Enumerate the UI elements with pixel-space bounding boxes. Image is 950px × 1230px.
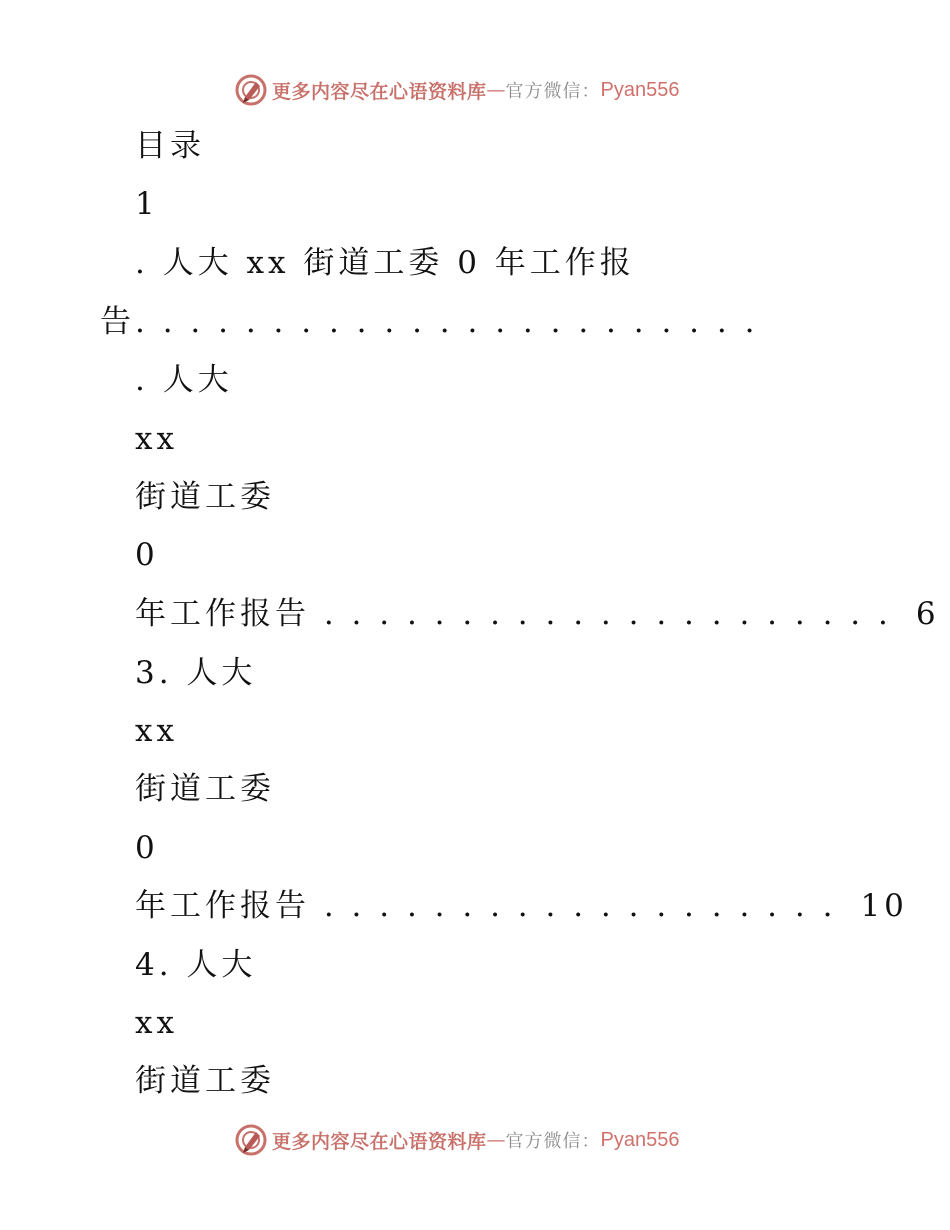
toc-entry-text: 年工作报告 . . . . . . . . . . . . . . . . . . . xyxy=(135,888,837,924)
banner-wechat-id: Pyan556 xyxy=(600,78,680,101)
toc-line: 3. 人大 xyxy=(135,655,257,691)
toc-line: 0 xyxy=(135,830,159,866)
toc-line: . 人大 xyxy=(135,362,233,398)
toc-line: 4. 人大 xyxy=(135,947,257,983)
toc-line: xx xyxy=(135,713,178,749)
toc-line: 1 xyxy=(135,186,159,222)
toc-entry-text: 年工作报告 . . . . . . . . . . . . . . . . . . . . . xyxy=(135,596,892,632)
toc-line: xx xyxy=(135,1005,178,1041)
pen-nib-logo-icon xyxy=(234,1123,268,1157)
toc-line: 告. . . . . . . . . . . . . . . . . . . . . . . xyxy=(100,304,759,340)
toc-line: 街道工委 xyxy=(135,771,275,807)
footer-watermark-banner xyxy=(234,1122,679,1158)
banner-dash: — xyxy=(486,1129,506,1151)
toc-line: 0 xyxy=(135,537,159,573)
toc-page-number: 6 xyxy=(915,596,940,632)
toc-line: xx xyxy=(135,421,178,457)
toc-line: 街道工委 xyxy=(135,1063,275,1099)
toc-line: . 人大 xx 街道工委 0 年工作报 xyxy=(135,245,635,281)
toc-entry-line xyxy=(135,594,940,634)
header-watermark-banner xyxy=(234,72,679,108)
banner-wechat-id: Pyan556 xyxy=(600,1128,680,1151)
banner-main-text: 更多内容尽在心语资料库 xyxy=(272,1130,487,1153)
toc-title: 目录 xyxy=(135,128,205,164)
toc-entry-line xyxy=(135,886,908,926)
banner-dash: — xyxy=(486,79,506,101)
toc-page-number: 10 xyxy=(860,888,908,924)
toc-line: 街道工委 xyxy=(135,479,275,515)
banner-wechat-label: 官方微信： xyxy=(505,1131,601,1152)
banner-main-text: 更多内容尽在心语资料库 xyxy=(272,80,487,103)
pen-nib-logo-icon xyxy=(234,73,268,107)
banner-wechat-label: 官方微信： xyxy=(505,81,601,102)
